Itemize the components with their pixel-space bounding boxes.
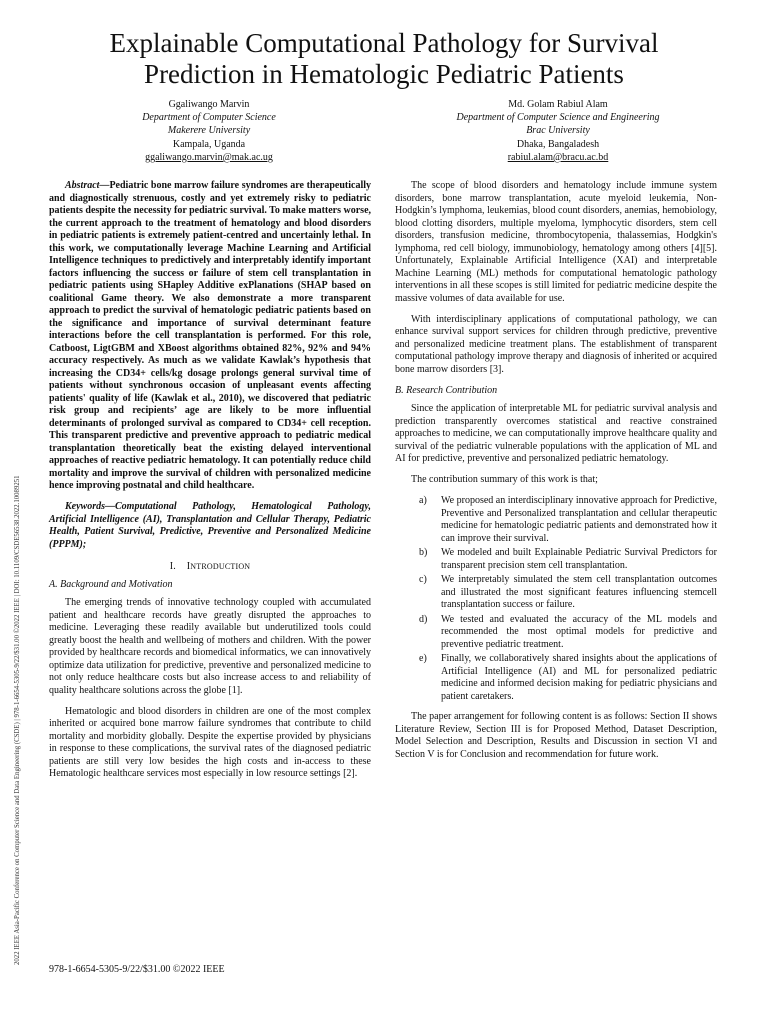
list-item [395,547,717,572]
contribution-list [395,495,717,703]
section-number: I. [169,561,176,572]
list-marker: d) [419,613,428,625]
paper-title [40,28,728,90]
author-department: Department of Computer Science and Engineering [456,112,660,124]
title-line-2: Prediction in Hematologic Pediatric Patients [144,59,624,89]
author-location: Kampala, Uganda [172,138,246,150]
author-block-1 [59,98,359,164]
left-column [49,180,371,789]
author-institution: Brac University [526,125,590,137]
keywords-label: Keywords— [65,501,115,512]
paragraph: The paper arrangement for following content is as follows: Section II shows Literature Review, Section III is for Proposed Method, Dataset Description, Model Selection and Description, Results and Discussion in section VI and Section V is for Conclusion and recommendation for future work. [395,711,717,760]
list-item-text: Finally, we collaboratively shared insights about the applications of Artificial Intelligence (AI) and ML for personalized pediatric medicine and informed decision making for pediatric physicians and patient caretakers. [441,653,717,702]
section-heading-introduction [49,561,371,574]
list-item [395,495,717,545]
author-department: Department of Computer Science [142,112,276,124]
paragraph: With interdisciplinary applications of computational pathology, we can enhance survival support services for children through predictive, preventive and personalized medicine treatment plans. The establishment of transparent computational pathology improve therapy and diagnosis of inherited or acquired bone marrow disorders [3]. [395,313,717,375]
abstract-label: Abstract— [65,180,110,191]
list-marker: e) [419,653,427,664]
list-item-text: We proposed an interdisciplinary innovative approach for Predictive, Preventive and Personalized transplantation and cellular therapeutic medicine for hematologic pediatric patients and demonstrated how it can improve their survival. [441,495,717,544]
keywords [49,501,371,551]
title-line-1: Explainable Computational Pathology for Survival [109,28,659,58]
contribution-intro: The contribution summary of this work is that; [411,474,598,485]
author-institution: Makerere University [167,125,251,137]
author-location: Dhaka, Bangaladesh [516,138,600,150]
list-item-text: We tested and evaluated the accuracy of the ML models and recommended the most optimal models for predictive and preventive pediatric treatment. [441,613,717,650]
list-item [395,653,717,703]
section-title-initial: I [186,561,191,572]
author-name: Ggaliwango Marvin [168,99,250,110]
author-email-link[interactable]: rabiul.alam@bracu.ac.bd [507,151,609,163]
paragraph: Hematologic and blood disorders in children are one of the most complex inherited or acquired bone marrow failure syndromes that contribute to child mortality and morbidity globally. Despite the expertise provided by physicians in response to these complications, the survival rates of the diagnosed pediatric patients are still very low besides the high costs and in-access to these Hematologic healthcare services most especially in low resource settings [2]. [49,705,371,779]
keywords-text: Computational Pathology, Hematological Pathology, Artificial Intelligence (AI), Transplantation and Cellular Therapy, Pediatric Health, Patient Survival, Predictive, Preventive and Personalized Medicine (PPPM); [49,501,371,550]
list-item-text: We interpretably simulated the stem cell transplantation outcomes and illustrated the most significant features influencing stemcell transplantation success or failure. [441,574,717,610]
side-citation-banner: 2022 IEEE Asia-Pacific Conference on Computer Science and Data Engineering (CSDE) | 978-1-6654-5305-9/22/$31.00 ©2022 IEEE | DOI: 10.1109/CSDE56538.2022.10089251 [14,475,21,965]
author-block-2 [408,98,708,164]
author-email-link[interactable]: ggaliwango.marvin@mak.ac.ug [145,151,273,163]
paragraph: Since the application of interpretable ML for pediatric survival analysis and prediction transparently overcomes statistical and reactive constrained approaches to medicine, we can computationally improve healthcare quality and survival of the pediatric vulnerable populations with the application of ML and AI for predictive, preventive and personalized pediatric hematology. [395,403,717,464]
right-column [395,180,717,770]
abstract [49,180,371,493]
list-marker: b) [419,547,428,558]
paragraph: The scope of blood disorders and hematology include immune system disorders, bone marrow transplantation, acute myeloid leukemia, Non-Hodgkin’s lymphoma, leukemias, blood count disorders, anemias, hemobiology, blood clotting disorders, multiple myeloma, lymphocytic disorders, stem cell disorders, transfusion medicine, thrombocytopenia, thalassemias, Hodgkin's lymphoma, red cell biology, immunobiology, hematology among others [4][5]. Unfortunately, Explainable Artificial Intelligence (XAI) and interpretable Machine Learning (ML) methods for computational hematologic pathology interventions in all these scopes is still limited for pediatric medicine despite the massive volumes of data available for use. [395,180,717,304]
copyright-footer: 978-1-6654-5305-9/22/$31.00 ©2022 IEEE [49,964,225,975]
subsection-heading-contribution: B. Research Contribution [395,384,498,396]
list-item-text: We modeled and built Explainable Pediatric Survival Predictors for transparent precision stem cell transplantation. [441,547,717,571]
list-marker: c) [419,574,427,585]
paragraph: The emerging trends of innovative technology coupled with accumulated patient and healthcare records have greatly disrupted the approaches to medicine. Leveraging these readily available but underutilized tools could greatly boost the health and wellbeing of mothers and children. With the power provided by healthcare records and biomedical informatics, we can innovatively optimize data utilization for predictive, preventive and personalized medicine to not only reduce healthcare costs but also increase access to and reliability of quality healthcare solutions across the globe [1]. [49,597,371,696]
list-item [395,614,717,652]
list-item [395,574,717,612]
abstract-text: Pediatric bone marrow failure syndromes are therapeutically and diagnostically strenuous, costly and yet extremely risky to pediatric patients despite the necessity for pediatric survival. To make matters worse, the current approach to the treatment of hematology and blood disorders in pediatric patients is extremely patient-centred and uncertainly lethal. In this work, we computationally leverage Machine Learning and Artificial Intelligence techniques to predictively and interpretably identify important factors influencing the success or failure of stem cell transplantation in pediatric patients using SHapley Additive exPlanations (SHAP based on coalitional Game theory. We also demonstrate a more transparent approach to predict the survival of hematologic pediatric patients based on the significance and importance of survival determinant feature interactions before the cell transplantation is performed. For this role, Catboost, LigtGBM and XBoost algorithms obtained 82%, 92% and 94% accuracy respectively. As much as we validate Kawlak’s hypothesis that increasing the CD34+ cells/kg dosage prolongs general survival time of patients without synchronous occasion of unpleasant events affecting patients' quality of life (Kawlak et al., 2010), we discovered that pediatric risk group and recipients’ age are likely to be more influential determinants of prolonged survival as compared to CD34+ cell reception. This transparent predictive and preventive approach to pediatric medical transplantation theoretically beat the existing delayed interventional approaches of reactive pediatric hematology. It can potentially reduce child mortality and improve the survival of children with personalized medicine hence improving postnatal and child healthcare. [49,180,372,491]
subsection-heading-background: A. Background and Motivation [49,578,173,590]
list-marker: a) [419,495,427,506]
section-title-rest: NTRODUCTION [190,562,251,571]
author-name: Md. Golam Rabiul Alam [508,99,608,110]
